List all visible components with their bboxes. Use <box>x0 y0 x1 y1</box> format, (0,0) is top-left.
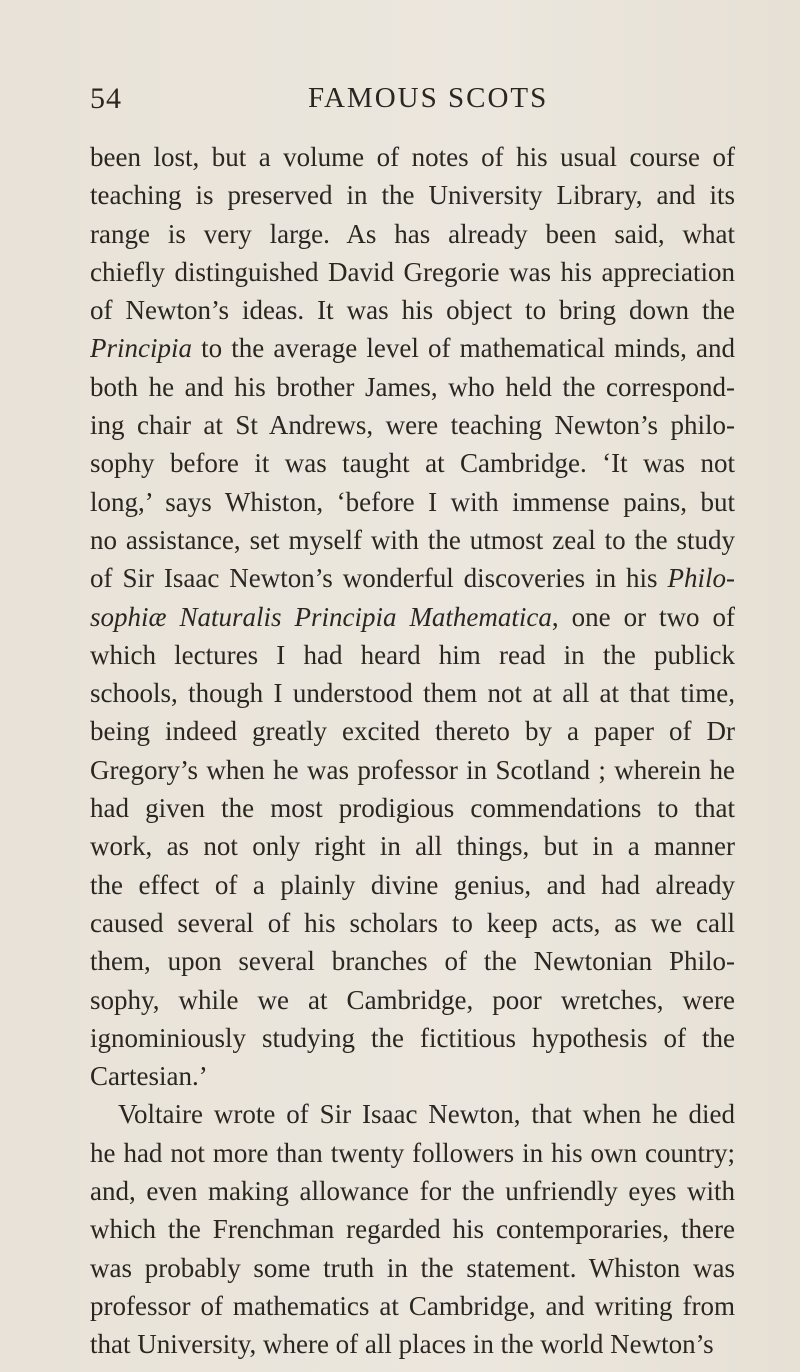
text-run: Gregory’s when he was professor in Scotland ; wherein he <box>90 754 735 785</box>
text-line <box>90 253 735 291</box>
text-line <box>90 674 735 712</box>
text-run: of Sir Isaac Newton’s wonderful discoveries in his <box>90 563 668 594</box>
text-line <box>90 483 735 521</box>
text-run: Cartesian.’ <box>90 1061 208 1092</box>
text-line <box>90 406 735 444</box>
text-line <box>90 751 735 789</box>
text-line <box>90 789 735 827</box>
text-run: them, upon several branches of the Newtonian Philo- <box>90 946 735 977</box>
italic-title: sophiæ Naturalis Principia Mathematica <box>90 601 552 632</box>
text-run: being indeed greatly excited thereto by a paper of Dr <box>90 716 735 747</box>
text-line <box>90 1019 735 1057</box>
text-run: work, as not only right in all things, but in a manner <box>90 831 735 862</box>
text-run: which the Frenchman regarded his contemporaries, there <box>90 1214 735 1245</box>
text-run: schools, though I understood them not at all at that time, <box>90 678 735 709</box>
text-line <box>90 215 735 253</box>
text-run: of Newton’s ideas. It was his object to bring down the <box>90 295 735 326</box>
italic-title: Principia <box>90 333 192 364</box>
text-run: no assistance, set myself with the utmost zeal to the study <box>90 524 735 555</box>
text-run: which lectures I had heard him read in the publick <box>90 639 735 670</box>
text-line <box>90 1172 735 1210</box>
text-line <box>90 598 735 636</box>
text-run: ing chair at St Andrews, were teaching Newton’s philo- <box>90 410 735 441</box>
text-run: long,’ says Whiston, ‘before I with immense pains, but <box>90 486 735 517</box>
text-run: he had not more than twenty followers in his own country; <box>90 1137 735 1168</box>
text-line <box>90 329 735 367</box>
running-title: FAMOUS SCOTS <box>308 82 549 114</box>
text-run: to the average level of mathematical minds, and <box>192 333 735 364</box>
text-line <box>90 444 735 482</box>
text-line <box>90 138 735 176</box>
text-line <box>90 559 735 597</box>
text-line <box>90 942 735 980</box>
page-number: 54 <box>90 82 122 115</box>
body-text <box>90 138 735 1364</box>
text-line <box>90 368 735 406</box>
text-run: sophy before it was taught at Cambridge. ‘It was not <box>90 448 735 479</box>
page-header <box>0 82 800 126</box>
text-line <box>90 291 735 329</box>
text-run: the effect of a plainly divine genius, and had already <box>90 869 735 900</box>
text-line <box>90 1210 735 1248</box>
text-run: range is very large. As has already been said, what <box>90 218 735 249</box>
text-line <box>90 981 735 1019</box>
text-line <box>90 176 735 214</box>
text-line <box>90 1249 735 1287</box>
text-line <box>90 1095 735 1133</box>
text-line <box>90 904 735 942</box>
text-run: sophy, while we at Cambridge, poor wretches, were <box>90 984 735 1015</box>
text-run: teaching is preserved in the University Library, and its <box>90 180 735 211</box>
text-run: professor of mathematics at Cambridge, and writing from <box>90 1290 735 1321</box>
text-run: ignominiously studying the fictitious hypothesis of the <box>90 1022 735 1053</box>
text-run: and, even making allowance for the unfriendly eyes with <box>90 1176 735 1207</box>
text-run: Voltaire wrote of Sir Isaac Newton, that when he died <box>118 1099 735 1130</box>
text-run: been lost, but a volume of notes of his usual course of <box>90 142 735 172</box>
text-run: caused several of his scholars to keep acts, as we call <box>90 907 735 938</box>
text-line <box>90 1287 735 1325</box>
text-line <box>90 636 735 674</box>
text-line <box>90 1325 735 1363</box>
text-run: both he and his brother James, who held the correspond- <box>90 371 735 402</box>
text-line <box>90 521 735 559</box>
text-line <box>90 827 735 865</box>
text-run: chiefly distinguished David Gregorie was his appreciation <box>90 256 735 287</box>
text-line <box>90 1134 735 1172</box>
text-line <box>90 1057 735 1095</box>
text-line <box>90 712 735 750</box>
text-run: was probably some truth in the statement. Whiston was <box>90 1252 735 1283</box>
text-run: that University, where of all places in the world Newton’s <box>90 1329 714 1360</box>
italic-title: Philo- <box>667 563 735 594</box>
text-run: had given the most prodigious commendations to that <box>90 793 735 824</box>
text-run: , one or two of <box>551 601 735 632</box>
text-line <box>90 866 735 904</box>
